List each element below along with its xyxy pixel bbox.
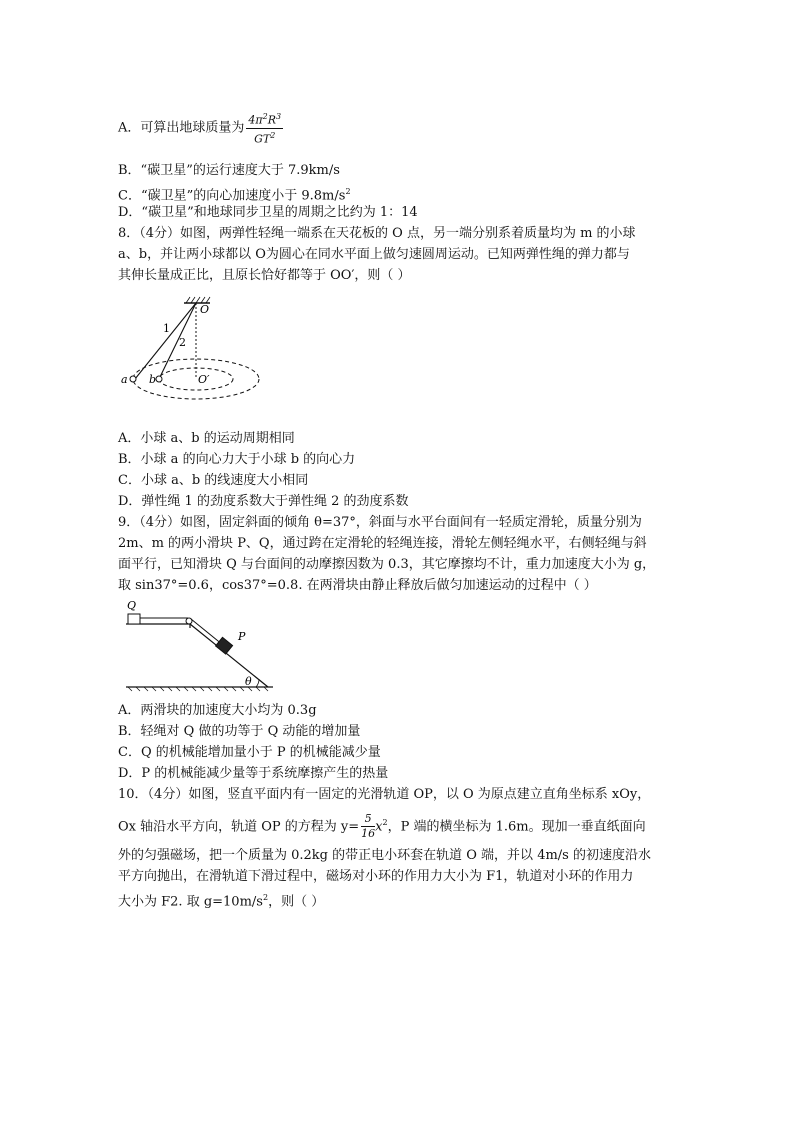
- q8-option-c: C．小球 a、b 的线速度大小相同: [118, 473, 309, 488]
- q8-stem-line-3: 其伸长量成正比，且原长恰好都等于 OO′，则（ ）: [118, 268, 411, 283]
- q9-stem-line-3: 面平行，已知滑块 Q 与台面间的动摩擦因数为 0.3，其它摩擦均不计，重力加速度大小为 g，: [118, 557, 656, 572]
- q9-option-d: D．P 的机械能减少量等于系统摩擦产生的热量: [118, 766, 389, 781]
- q7-option-a-text: A．可算出地球质量为: [118, 120, 245, 136]
- elastic-cord-1: [135, 303, 196, 379]
- q9-option-b: B．轻绳对 Q 做的功等于 Q 动能的增加量: [118, 724, 361, 739]
- label-P: P: [238, 630, 246, 643]
- q8-stem-line-1: 8．（4分）如图，两弹性轻绳一端系在天花板的 O 点，另一端分别系着质量均为 m 的小球: [118, 226, 636, 241]
- q7-option-d: D．“碳卫星”和地球同步卫星的周期之比约为 1：14: [118, 205, 418, 220]
- block-P: [216, 637, 233, 654]
- q9-stem-line-4: 取 sin37°=0.6，cos37°=0.8. 在两滑块由静止释放后做匀加速运动的过程中（ ）: [118, 578, 597, 593]
- label-theta: θ: [245, 675, 252, 688]
- q7-option-c: C．“碳卫星”的向心加速度小于 $9.8m/s^2$: [118, 187, 351, 204]
- label-Q: Q: [127, 599, 137, 612]
- ball-b: [156, 376, 162, 382]
- q8-figure: [118, 293, 268, 403]
- track-equation-fraction: $\frac{5}{16}$: [361, 812, 376, 841]
- label-b: b: [149, 373, 157, 386]
- angle-arc: [256, 679, 259, 687]
- block-Q: [128, 614, 140, 624]
- q10-stem-line-3: 外的匀强磁场，把一个质量为 0.2kg 的带正电小环套在轨道 O 端，并以 4m/s 的初速度沿水: [118, 848, 651, 863]
- incline-surface: [190, 624, 268, 687]
- q10-stem-line-1: 10．（4分）如图，竖直平面内有一固定的光滑轨道 OP，以 O 为原点建立直角坐标系 xOy，: [118, 787, 651, 802]
- string-incline: [191, 619, 223, 645]
- q8-option-d: D．弹性绳 1 的劲度系数大于弹性绳 2 的劲度系数: [118, 494, 409, 509]
- q8-stem-line-2: a、b，并让两小球都以 O为圆心在同水平面上做匀速圆周运动。已知两弹性绳的弹力都与: [118, 247, 630, 262]
- q7-option-b: B．“碳卫星”的运行速度大于 7.9km/s: [118, 163, 340, 178]
- elastic-cord-2: [159, 303, 196, 379]
- q9-option-a: A．两滑块的加速度大小均为 0.3g: [118, 703, 317, 718]
- q9-stem-line-1: 9．（4分）如图，固定斜面的倾角 θ=37°，斜面与水平台面间有一轻质定滑轮，质量分别为: [118, 515, 642, 530]
- q7-option-a: [118, 110, 283, 146]
- q9-stem-line-2: 2m、m 的两小滑块 P、Q，通过跨在定滑轮的轻绳连接，滑轮左侧轻绳水平，右侧轻绳与斜: [118, 536, 647, 551]
- q10-stem-line-2: Ox 轴沿水平方向，轨道 OP 的方程为 y= $\frac{5}{16}$ $x^2$，P 端的横坐标为 1.6m。现加一垂直纸面向: [118, 812, 646, 841]
- label-O-prime: O′: [198, 373, 210, 386]
- label-O: O: [200, 303, 210, 316]
- q10-stem-line-5: 大小为 F2. 取 $g=10m/s^2$，则（ ）: [118, 893, 325, 910]
- q8-option-a: A．小球 a、b 的运动周期相同: [118, 431, 295, 446]
- earth-mass-formula: $\frac{4\pi^2R^3}{GT^2}$: [248, 112, 282, 146]
- q10-stem-line-4: 平方向抛出，在滑轨道下滑过程中，磁场对小环的作用力大小为 F1，轨道对小环的作用力: [118, 869, 634, 884]
- label-a: a: [121, 373, 128, 386]
- q9-option-c: C．Q 的机械能增加量小于 P 的机械能减少量: [118, 745, 381, 760]
- ball-a: [130, 376, 136, 382]
- label-cord-1: 1: [163, 322, 170, 335]
- label-cord-2: 2: [179, 336, 186, 349]
- q9-figure: [118, 598, 283, 698]
- q8-option-b: B．小球 a 的向心力大于小球 b 的向心力: [118, 452, 356, 467]
